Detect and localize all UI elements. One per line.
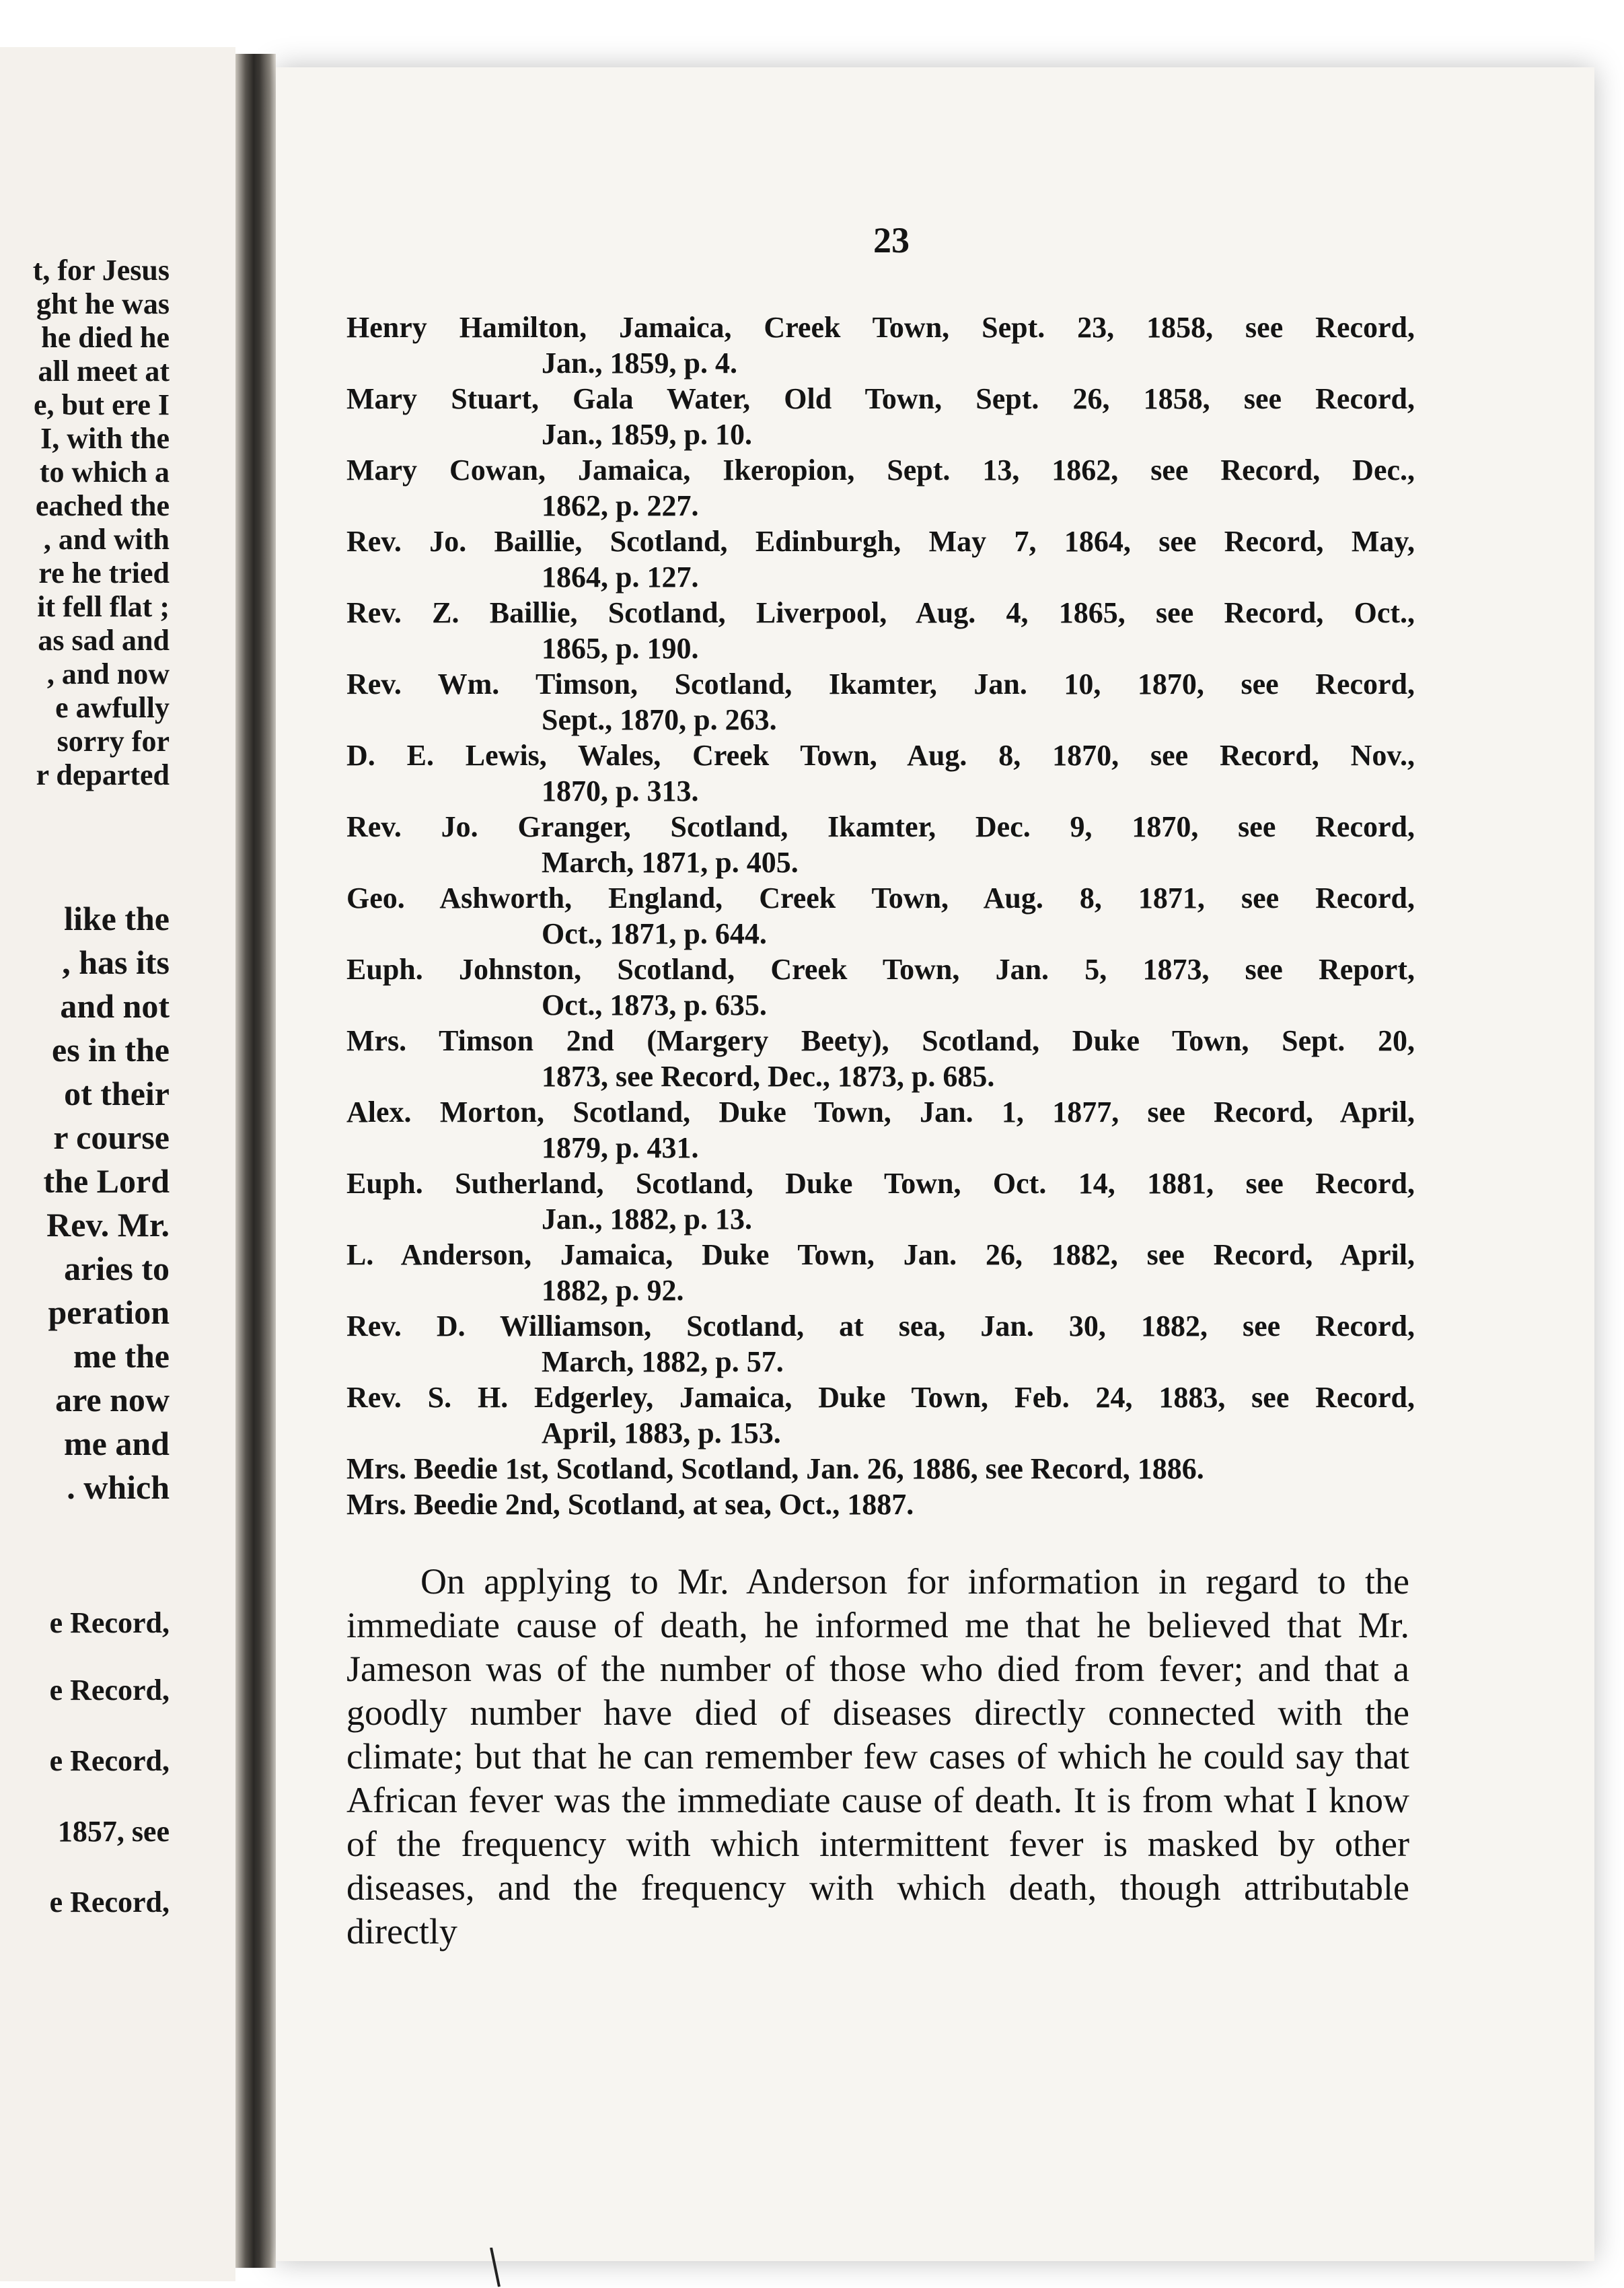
previous-page-line: , and now: [46, 657, 170, 690]
list-item: [346, 524, 1415, 595]
entry-main-line: Rev. Wm. Timson, Scotland, Ikamter, Jan. 10, 1870, see Record,: [346, 668, 1415, 701]
previous-page-line: me and: [64, 1425, 170, 1462]
entry-main-line: Rev. Z. Baillie, Scotland, Liverpool, Aug. 4, 1865, see Record, Oct.,: [346, 596, 1415, 629]
previous-page-line: , has its: [62, 943, 170, 981]
scan-mark: [484, 2248, 518, 2288]
previous-page-line: sorry for: [57, 725, 170, 758]
list-item: [346, 452, 1415, 524]
previous-page-line: es in the: [52, 1031, 170, 1069]
previous-page-line: to which a: [39, 456, 170, 489]
previous-page-line: aries to: [64, 1250, 170, 1287]
list-item: [346, 1380, 1415, 1451]
entry-main-line: Alex. Morton, Scotland, Duke Town, Jan. 1, 1877, see Record, April,: [346, 1096, 1415, 1129]
previous-page-line: the Lord: [43, 1162, 170, 1200]
entry-main-line: Euph. Johnston, Scotland, Creek Town, Jan. 5, 1873, see Report,: [346, 953, 1415, 986]
previous-page-line: like the: [64, 900, 170, 937]
previous-page-line: eached the: [35, 489, 170, 522]
list-item: [346, 1023, 1415, 1094]
entry-continuation-line: Oct., 1873, p. 635.: [542, 989, 767, 1022]
list-item: [346, 1308, 1415, 1380]
list-item: [346, 381, 1415, 452]
entry-main-line: Euph. Sutherland, Scotland, Duke Town, Oct. 14, 1881, see Record,: [346, 1167, 1415, 1200]
entry-main-line: Henry Hamilton, Jamaica, Creek Town, Sept. 23, 1858, see Record,: [346, 311, 1415, 344]
list-item: [346, 1237, 1415, 1308]
previous-page-line: , and with: [43, 523, 170, 556]
entry-continuation-line: Jan., 1882, p. 13.: [542, 1203, 752, 1236]
list-item: [346, 1451, 1415, 1487]
entry-main-line: Mrs. Timson 2nd (Margery Beety), Scotland, Duke Town, Sept. 20,: [346, 1024, 1415, 1057]
entry-continuation-line: Oct., 1871, p. 644.: [542, 917, 767, 950]
entry-continuation-line: 1865, p. 190.: [542, 632, 699, 665]
entry-main-line: D. E. Lewis, Wales, Creek Town, Aug. 8, 1870, see Record, Nov.,: [346, 739, 1415, 772]
previous-page-line: and not: [60, 987, 170, 1025]
entry-main-line: L. Anderson, Jamaica, Duke Town, Jan. 26, 1882, see Record, April,: [346, 1238, 1415, 1271]
previous-page-line: e awfully: [55, 691, 170, 724]
previous-page-line: Rev. Mr.: [46, 1206, 170, 1244]
previous-page-line: he died he: [41, 321, 170, 354]
entry-main-line: Mrs. Beedie 2nd, Scotland, at sea, Oct., 1887.: [346, 1488, 914, 1521]
entry-continuation-line: Jan., 1859, p. 10.: [542, 418, 752, 451]
previous-page-line: e Record,: [49, 1744, 170, 1777]
previous-page-line: r course: [53, 1118, 170, 1156]
previous-page-line: 1857, see: [57, 1815, 170, 1848]
previous-page-line: it fell flat ;: [37, 590, 170, 623]
entry-continuation-line: Sept., 1870, p. 263.: [542, 703, 777, 736]
previous-page-line: as sad and: [38, 624, 170, 657]
previous-page-line: re he tried: [38, 557, 170, 589]
entry-main-line: Geo. Ashworth, England, Creek Town, Aug. 8, 1871, see Record,: [346, 882, 1415, 915]
book-gutter: [235, 54, 276, 2268]
previous-page-line: . which: [67, 1468, 170, 1506]
previous-page-line: e, but ere I: [33, 388, 170, 421]
missionary-deaths-list: [346, 310, 1415, 1522]
list-item: [346, 952, 1415, 1023]
previous-page-line: peration: [48, 1293, 170, 1331]
entry-main-line: Rev. D. Williamson, Scotland, at sea, Jan. 30, 1882, see Record,: [346, 1310, 1415, 1343]
list-item: [346, 1487, 1415, 1522]
entry-main-line: Rev. Jo. Granger, Scotland, Ikamter, Dec. 9, 1870, see Record,: [346, 810, 1415, 843]
previous-page-line: ght he was: [36, 287, 170, 320]
list-item: [346, 310, 1415, 381]
list-item: [346, 1166, 1415, 1237]
entry-continuation-line: 1862, p. 227.: [542, 489, 699, 522]
page-number: 23: [873, 220, 910, 260]
body-paragraph: On applying to Mr. Anderson for information in regard to the immediate cause of death, he informed me that he believed that Mr. Jameson was of the number of those who died from fever; and that a goodly number have died of diseases directly connected with the climate; but that he can remember few cases of which he could say that African fever was the immediate cause of death. It is from what I know of the frequency with which intermittent fever is masked by other diseases, and the frequency with which death, though attributable directly: [346, 1561, 1409, 1952]
entry-continuation-line: March, 1871, p. 405.: [542, 846, 799, 879]
previous-page-line: ot their: [64, 1075, 170, 1112]
list-item: [346, 595, 1415, 666]
entry-continuation-line: 1879, p. 431.: [542, 1131, 699, 1164]
list-item: [346, 880, 1415, 952]
list-item: [346, 738, 1415, 809]
entry-continuation-line: 1870, p. 313.: [542, 775, 699, 808]
previous-page-line: all meet at: [38, 355, 170, 388]
entry-main-line: Mary Cowan, Jamaica, Ikeropion, Sept. 13, 1862, see Record, Dec.,: [346, 454, 1415, 487]
entry-continuation-line: 1864, p. 127.: [542, 561, 699, 594]
previous-page-line: are now: [55, 1381, 170, 1419]
previous-page-line: e Record,: [49, 1606, 170, 1639]
previous-page-line: e Record,: [49, 1886, 170, 1919]
previous-page-line: e Record,: [49, 1674, 170, 1707]
entry-continuation-line: Jan., 1859, p. 4.: [542, 347, 737, 380]
previous-page-line: me the: [73, 1337, 170, 1375]
previous-page-line: t, for Jesus: [32, 254, 170, 287]
entry-main-line: Rev. S. H. Edgerley, Jamaica, Duke Town, Feb. 24, 1883, see Record,: [346, 1381, 1415, 1414]
entry-main-line: Rev. Jo. Baillie, Scotland, Edinburgh, May 7, 1864, see Record, May,: [346, 525, 1415, 558]
list-item: [346, 809, 1415, 880]
entry-continuation-line: April, 1883, p. 153.: [542, 1417, 781, 1450]
entry-continuation-line: March, 1882, p. 57.: [542, 1345, 784, 1378]
entry-main-line: Mrs. Beedie 1st, Scotland, Scotland, Jan. 26, 1886, see Record, 1886.: [346, 1452, 1204, 1485]
previous-page-line: r departed: [36, 758, 170, 791]
previous-page-fragment: [0, 47, 235, 2281]
entry-continuation-line: 1873, see Record, Dec., 1873, p. 685.: [542, 1060, 995, 1093]
list-item: [346, 666, 1415, 738]
entry-main-line: Mary Stuart, Gala Water, Old Town, Sept. 26, 1858, see Record,: [346, 382, 1415, 415]
previous-page-line: I, with the: [40, 422, 170, 455]
entry-continuation-line: 1882, p. 92.: [542, 1274, 684, 1307]
list-item: [346, 1094, 1415, 1166]
